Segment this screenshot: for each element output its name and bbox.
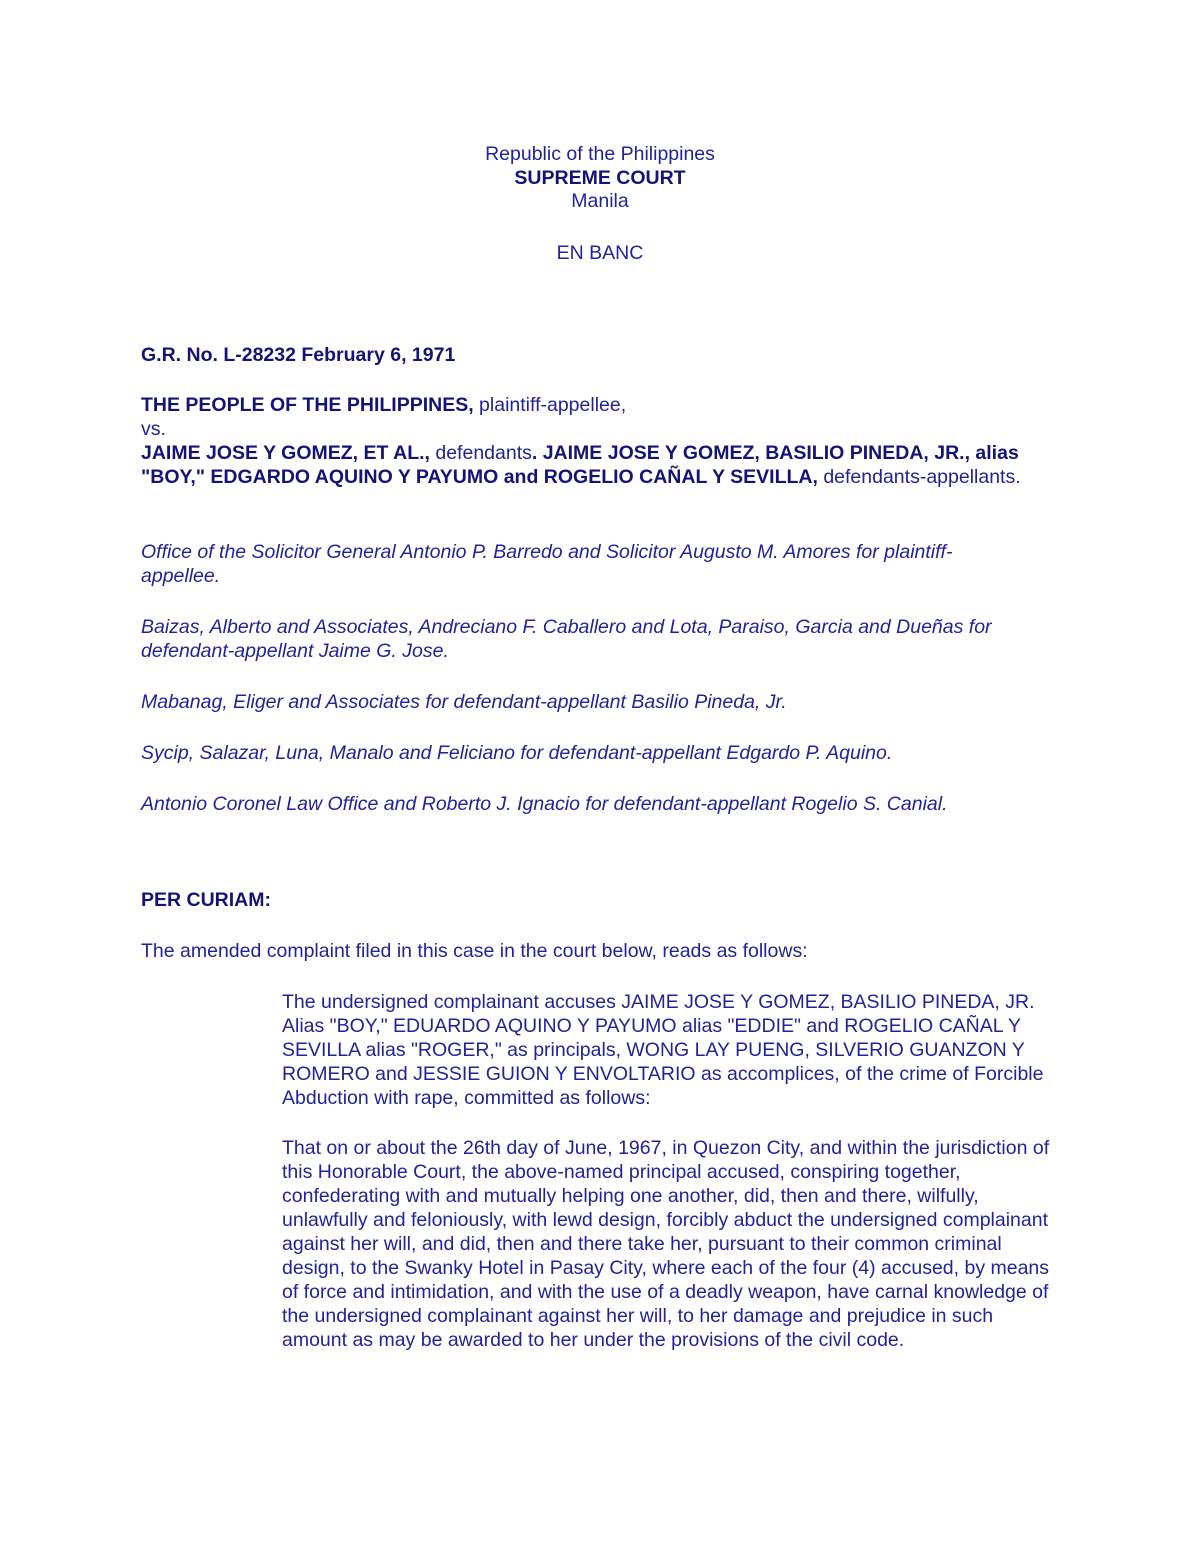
versus: vs.: [141, 418, 166, 440]
quote-paragraph-2: That on or about the 26th day of June, 1967, in Quezon City, and within the jurisdiction of this Honorable Court, the above-named principal accused, conspiring together, confederating with and mutually helping one another, did, then and there, wilfully, unlawfully and feloniously, with lewd design, forcibly abduct the undersigned complainant against her will, and did, then and there take her, pursuant to their common criminal design, to the Swanky Hotel in Pasay City, where each of the four (4) accused, by means of force and intimidation, and with the use of a deadly weapon, have carnal knowledge of the undersigned complainant against her will, to her damage and prejudice in such amount as may be awarded to her under the provisions of the civil code.: [282, 1137, 1050, 1351]
counsel-text: Mabanag, Eliger and Associates for defendant-appellant Basilio Pineda, Jr.: [141, 691, 787, 713]
case-caption: [141, 393, 1061, 489]
appellants: . JAIME JOSE Y GOMEZ, BASILIO PINEDA, JR., alias "BOY," EDGARDO AQUINO Y PAYUMO and ROGELIO CAÑAL Y SEVILLA,: [141, 442, 1019, 488]
division-heading: EN BANC: [556, 242, 644, 264]
counsel-2: [141, 690, 1061, 714]
counsel-text: Sycip, Salazar, Luna, Manalo and Feliciano for defendant-appellant Edgardo P. Aquino.: [141, 742, 893, 764]
counsel-4: [141, 792, 1061, 816]
counsel-3: [141, 741, 1061, 765]
court-name: SUPREME COURT: [514, 167, 686, 189]
city-heading: Manila: [571, 190, 629, 212]
case-number: [141, 343, 1061, 367]
case-number-text: G.R. No. L-28232 February 6, 1971: [141, 344, 456, 366]
court-heading: [0, 166, 1200, 190]
plaintiff-role: plaintiff-appellee,: [473, 394, 627, 416]
counsel-text: Antonio Coronel Law Office and Roberto J. Ignacio for defendant-appellant Rogelio S. Canial.: [141, 793, 948, 815]
counsel-text: Office of the Solicitor General Antonio P. Barredo and Solicitor Augusto M. Amores for plaintiff-appellee.: [141, 541, 953, 587]
republic-heading: Republic of the Philippines: [485, 143, 715, 165]
counsel-1: [141, 615, 1061, 663]
per-curiam-text: PER CURIAM:: [141, 889, 271, 911]
counsel-0: [141, 540, 1021, 588]
plaintiff: THE PEOPLE OF THE PHILIPPINES,: [141, 394, 474, 416]
appellants-role: defendants-appellants.: [817, 466, 1021, 488]
per-curiam: [141, 888, 1061, 912]
defendants: JAIME JOSE Y GOMEZ, ET AL.,: [141, 442, 430, 464]
defendants-role: defendants: [429, 442, 532, 464]
counsel-text: Baizas, Alberto and Associates, Andreciano F. Caballero and Lota, Paraiso, Garcia and Dueñas for defendant-appellant Jaime G. Jose.: [141, 616, 992, 662]
quote-paragraph-1: The undersigned complainant accuses JAIME JOSE Y GOMEZ, BASILIO PINEDA, JR. Alias "BOY," EDUARDO AQUINO Y PAYUMO alias "EDDIE" and ROGELIO CAÑAL Y SEVILLA alias "ROGER," as principals, WONG LAY PUENG, SILVERIO GUANZON Y ROMERO and JESSIE GUION Y ENVOLTARIO as accomplices, of the crime of Forcible Abduction with rape, committed as follows:: [282, 991, 1044, 1109]
intro-paragraph: The amended complaint filed in this case in the court below, reads as follows:: [141, 940, 808, 962]
